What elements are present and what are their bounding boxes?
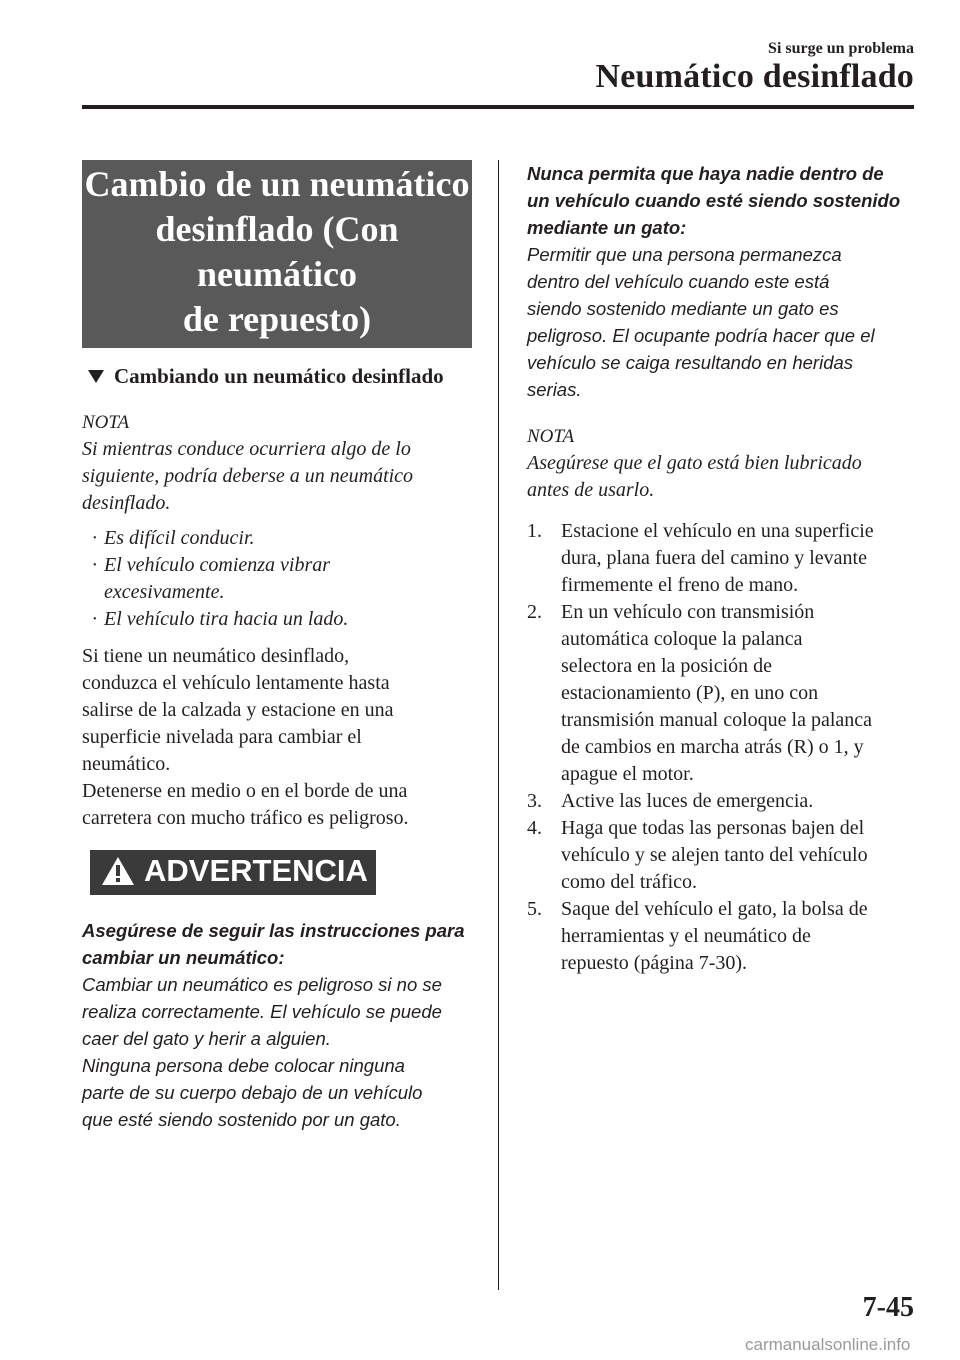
step-item [527, 518, 917, 599]
triangle-marker-icon [88, 370, 104, 383]
warning2-text [527, 241, 917, 403]
step-text: automática coloque la palanca [561, 628, 803, 650]
section-title-line: Cambio de un neumático [84, 164, 470, 204]
header-section: Si surge un problema [768, 40, 914, 57]
warning-title [82, 917, 472, 971]
warning2-text-line: serias. [527, 379, 582, 400]
step-text: firmemente el freno de mano. [561, 574, 799, 596]
paragraph-line: superficie nivelada para cambiar el [82, 726, 362, 748]
warning-text [82, 971, 472, 1133]
section-title-box [82, 160, 472, 348]
subheading [82, 364, 472, 389]
step-text: de cambios en marcha atrás (R) o 1, y [561, 736, 864, 758]
step-text: selectora en la posición de [561, 655, 773, 677]
paragraph-line: salirse de la calzada y estacione en una [82, 699, 394, 721]
body-paragraph [82, 643, 472, 832]
watermark: carmanualsonline.info [745, 1335, 911, 1354]
paragraph-line: carretera con mucho tráfico es peligroso. [82, 807, 409, 829]
warning2-title [527, 160, 917, 241]
paragraph-line: Detenerse en medio o en el borde de una [82, 780, 408, 802]
warning2-text-line: Permitir que una persona permanezca [527, 244, 842, 265]
step-text: Haga que todas las personas bajen del [561, 817, 865, 839]
step-text: Estacione el vehículo en una superficie [561, 520, 874, 542]
warning2-title-line: Nunca permita que haya nadie dentro de [527, 163, 884, 184]
left-column [82, 160, 472, 1133]
section-title-line: de repuesto) [182, 299, 372, 339]
bullet-text: Es difícil conducir. [104, 527, 255, 549]
step-text: transmisión manual coloque la palanca [561, 709, 873, 731]
paragraph-line: conduzca el vehículo lentamente hasta [82, 672, 390, 694]
column-divider [498, 160, 499, 1290]
bullet-list [82, 525, 472, 633]
warning-title-line: Asegúrese de seguir las instrucciones para [82, 920, 465, 941]
step-item [527, 815, 917, 896]
warning2-text-line: dentro del vehículo cuando este está [527, 271, 830, 292]
step-number: 5. [527, 898, 542, 920]
step-text: repuesto (página 7-30). [561, 952, 748, 974]
warning-text-line: Cambiar un neumático es peligroso si no se [82, 974, 442, 995]
warning-text-line: parte de su cuerpo debajo de un vehículo [82, 1082, 423, 1103]
step-text: dura, plana fuera del camino y levante [561, 547, 867, 569]
warning2-title-line: un vehículo cuando esté siendo sostenido [527, 190, 901, 211]
warning2-title-line: mediante un gato: [527, 217, 687, 238]
page-number: 7-45 [862, 1292, 914, 1323]
bullet-item [82, 552, 472, 606]
warning2-text-line: vehículo se caiga resultando en heridas [527, 352, 854, 373]
step-number: 4. [527, 817, 542, 839]
step-list [527, 518, 917, 977]
step-text: apague el motor. [561, 763, 694, 785]
warning-badge [90, 850, 376, 895]
note-line: Si mientras conduce ocurriera algo de lo [82, 438, 411, 460]
paragraph-line: neumático. [82, 753, 171, 775]
step-item [527, 896, 917, 977]
warning2-text-line: peligroso. El ocupante podría hacer que el [527, 325, 875, 346]
step-text: Active las luces de emergencia. [561, 790, 814, 812]
warning-label: ADVERTENCIA [144, 853, 368, 888]
note-label-right: NOTA [527, 426, 575, 447]
bullet-text: excesivamente. [104, 581, 225, 603]
warning-text-line: que esté siendo sostenido por un gato. [82, 1109, 401, 1130]
step-item [527, 788, 917, 815]
bullet-dot-icon: · [92, 608, 97, 630]
bullet-dot-icon: · [92, 554, 97, 576]
bullet-dot-icon: · [92, 527, 97, 549]
note-line-right: Asegúrese que el gato está bien lubricado [527, 452, 862, 474]
step-text: Saque del vehículo el gato, la bolsa de [561, 898, 868, 920]
note-label: NOTA [82, 412, 130, 433]
warning-text-line: Ninguna persona debe colocar ninguna [82, 1055, 405, 1076]
warning-title-line: cambiar un neumático: [82, 947, 285, 968]
note-line: desinflado. [82, 492, 171, 514]
page-title: Neumático desinflado [595, 58, 914, 95]
note-text-right [527, 450, 917, 504]
step-text: como del tráfico. [561, 871, 698, 893]
note-text [82, 436, 472, 517]
right-column [527, 160, 917, 977]
warning-text-line: realiza correctamente. El vehículo se puede [82, 1001, 442, 1022]
step-number: 1. [527, 520, 542, 542]
section-title-line: desinflado (Con neumático [155, 209, 399, 294]
step-item [527, 599, 917, 788]
bullet-text: El vehículo tira hacia un lado. [104, 608, 349, 630]
step-text: estacionamiento (P), en uno con [561, 682, 819, 704]
bullet-text: El vehículo comienza vibrar [104, 554, 331, 576]
step-text: vehículo y se alejen tanto del vehículo [561, 844, 868, 866]
warning-text-line: caer del gato y herir a alguien. [82, 1028, 331, 1049]
bullet-item [82, 606, 472, 633]
warning-triangle-icon [100, 855, 136, 887]
bullet-item [82, 525, 472, 552]
paragraph-line: Si tiene un neumático desinflado, [82, 645, 350, 667]
header-rule [82, 105, 914, 109]
step-number: 2. [527, 601, 542, 623]
step-text: herramientas y el neumático de [561, 925, 811, 947]
step-number: 3. [527, 790, 542, 812]
warning2-text-line: siendo sostenido mediante un gato es [527, 298, 839, 319]
note-line: siguiente, podría deberse a un neumático [82, 465, 414, 487]
subheading-text: Cambiando un neumático desinflado [114, 364, 444, 388]
note-line-right: antes de usarlo. [527, 479, 655, 501]
step-text: En un vehículo con transmisión [561, 601, 815, 623]
